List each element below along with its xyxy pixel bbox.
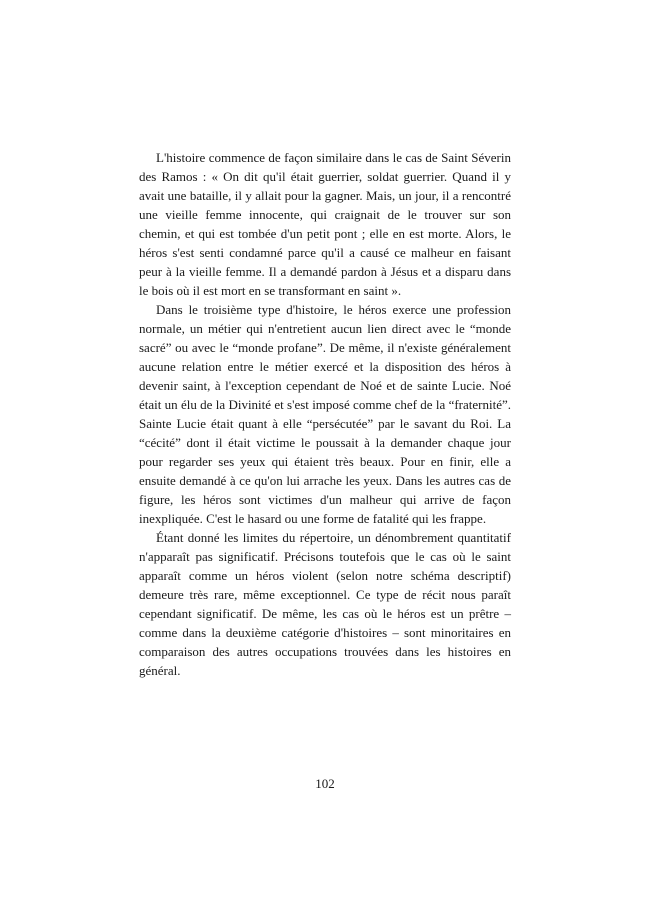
paragraph-third-type: Dans le troisième type d'histoire, le héros exerce une profession normale, un métier qui n'entretient aucun lien direct avec le “monde sacré” ou avec le “monde profane”. De même, il n'existe généralement aucune relation entre le métier exercé et la disposition des héros à devenir saint, à l'exception cependant de Noé et de sainte Lucie. Noé était un élu de la Divinité et s'est imposé comme chef de la “fraternité”. Sainte Lucie était quant à elle “persécutée” par le savant du Roi. La “cécité” dont il était victime le poussait à la demander chaque jour pour regarder ses yeux qui étaient très beaux. Pour en finir, elle a ensuite demandé à ce qu'on lui arrache les yeux. Dans les autres cas de figure, les héros sont victimes d'un malheur qui arrive de façon inexpliquée. C'est le hasard ou une forme de fatalité qui les frappe. <box>139 302 511 526</box>
page-body <box>139 148 511 680</box>
page-number: 102 <box>315 776 335 791</box>
paragraph-repertoire-limits: Étant donné les limites du répertoire, un dénombrement quantitatif n'apparaît pas significatif. Précisons toutefois que le cas où le saint apparaît comme un héros violent (selon notre schéma descriptif) demeure très rare, même exceptionnel. Ce type de récit nous paraît cependant significatif. De même, les cas où le héros est un prêtre – comme dans la deuxième catégorie d'histoires – sont minoritaires en comparaison des autres occupations trouvées dans les histoires en général. <box>139 530 511 678</box>
paragraph-saint-severin: L'histoire commence de façon similaire dans le cas de Saint Séverin des Ramos : « On dit qu'il était guerrier, soldat guerrier. Quand il y avait une bataille, il y allait pour la gagner. Mais, un jour, il a rencontré une vieille femme innocente, qui craignait de le trouver sur son chemin, et qui est tombée d'un petit pont ; elle en est morte. Alors, le héros s'est senti condamné parce qu'il a causé ce malheur en faisant peur à la vieille femme. Il a demandé pardon à Jésus et a disparu dans le bois où il est mort en se transformant en saint ». <box>139 150 511 298</box>
